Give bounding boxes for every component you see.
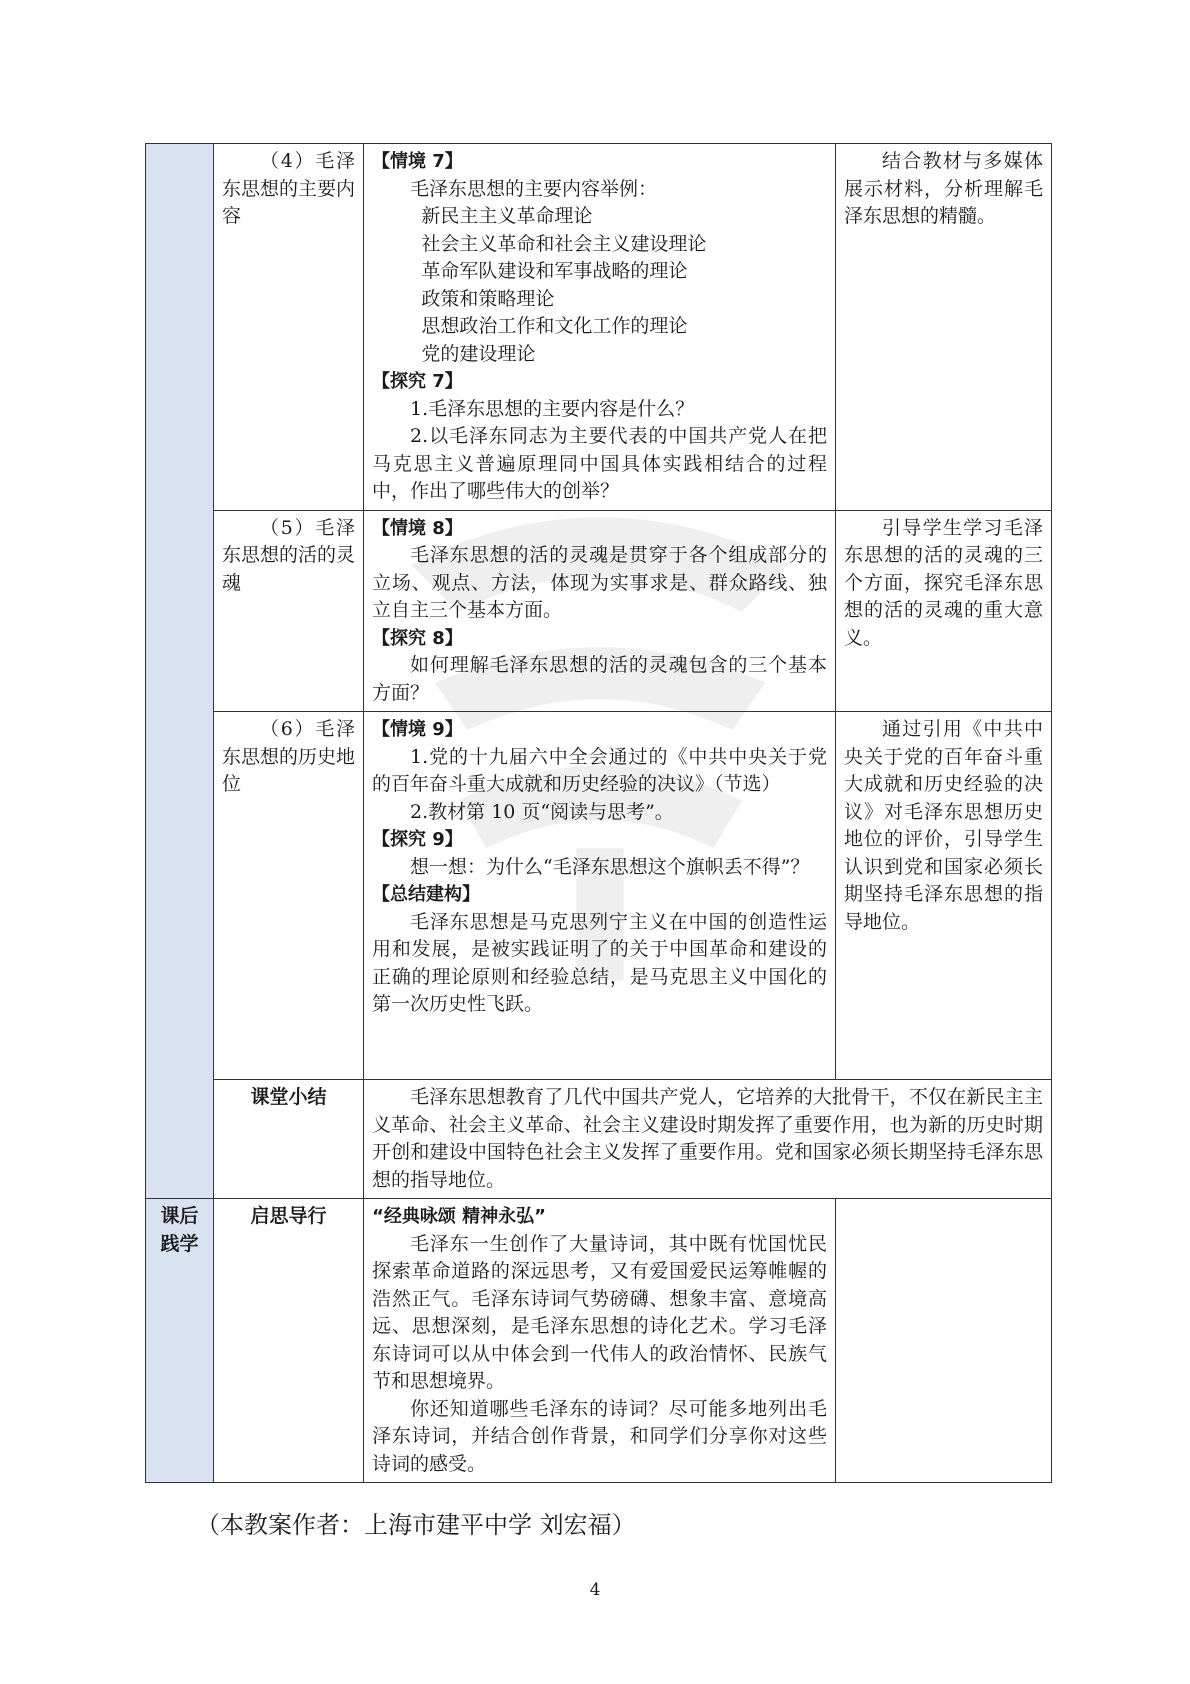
content-cell [364,712,836,1080]
content-line: 2.以毛泽东同志为主要代表的中国共产党人在把马克思主义普遍原理同中国具体实践相结合的过程中，作出了哪些伟大的创举？ [372,425,827,502]
content-line: 毛泽东思想的主要内容举例： [410,177,658,200]
content-line: 毛泽东思想的活的灵魂是贯穿于各个组成部分的立场、观点、方法，体现为实事求是、群众路线、独立自主三个基本方面。 [372,544,827,621]
guide-content-cell [364,1199,836,1483]
author-credit: （本教案作者：上海市建平中学 刘宏福） [196,1511,636,1539]
topic-cell [214,712,364,1080]
content-line: 1.毛泽东思想的主要内容是什么？ [410,397,695,420]
summary-label: 课堂小结 [214,1080,364,1199]
side-label-line: 践学 [160,1232,199,1255]
side-cell-blank [146,144,214,1199]
section-heading: 【探究 9】 [372,829,463,850]
topic-cell [214,510,364,712]
guide-title: “经典咏颂 精神永弘” [372,1206,546,1227]
section-heading: 【情境 9】 [372,719,463,740]
note-cell [836,712,1052,1080]
note-text: 结合教材与多媒体展示材料，分析理解毛泽东思想的精髓。 [844,150,1043,227]
list-item: 新民主主义革命理论 [421,205,593,227]
list-item: 思想政治工作和文化工作的理论 [421,315,688,337]
section-heading: 【探究 7】 [372,371,463,392]
topic-text: （4）毛泽东思想的主要内容 [222,150,356,227]
content-line: 1.党的十九届六中全会通过的《中共中央关于党的百年奋斗重大成就和历史经验的决议》（节选） [372,745,827,795]
guide-label: 启思导行 [214,1199,364,1483]
topic-text: （5）毛泽东思想的活的灵魂 [222,516,356,594]
page-number: 4 [589,1580,601,1600]
summary-row [146,1080,1052,1199]
note-cell [836,510,1052,712]
content-line: 如何理解毛泽东思想的活的灵魂包含的三个基本方面？ [372,654,827,704]
list-item: 革命军队建设和军事战略的理论 [421,260,688,282]
list-item: 政策和策略理论 [421,287,555,310]
content-cell [364,510,836,712]
section-heading: 【总结建构】 [372,884,480,905]
section-heading: 【探究 8】 [372,627,463,649]
note-text: 引导学生学习毛泽东思想的活的灵魂的三个方面，探究毛泽东思想的活的灵魂的重大意义。 [844,516,1043,649]
topic-text: （6）毛泽东思想的历史地位 [222,718,356,795]
section-heading: 【情境 7】 [372,151,463,172]
side-cell-after-class [146,1199,214,1483]
content-line: 毛泽东思想是马克思列宁主义在中国的创造性运用和发展，是被实践证明了的关于中国革命和建设的正确的理论原则和经验总结，是马克思主义中国化的第一次历史性飞跃。 [372,910,827,1015]
content-line: 想一想：为什么“毛泽东思想这个旗帜丢不得”？ [410,855,810,878]
content-cell [364,144,836,511]
side-label-line: 课后 [160,1205,199,1227]
summary-text: 毛泽东思想教育了几代中国共产党人，它培养的大批骨干，不仅在新民主主义革命、社会主义革命、社会主义建设时期发挥了重要作用，也为新的历史时期开创和建设中国特色社会主义发挥了重要作用。党和国家必须长期坚持毛泽东思想的指导地位。 [372,1086,1043,1191]
summary-text-cell [364,1080,1052,1199]
table-row [146,510,1052,712]
after-class-row [146,1199,1052,1483]
section-heading: 【情境 8】 [372,517,463,539]
note-text: 通过引用《中共中央关于党的百年奋斗重大成就和历史经验的决议》对毛泽东思想历史地位的评价，引导学生认识到党和国家必须长期坚持毛泽东思想的指导地位。 [844,718,1043,933]
guide-paragraph: 你还知道哪些毛泽东的诗词？尽可能多地列出毛泽东诗词，并结合创作背景，和同学们分享你对这些诗词的感受。 [372,1397,827,1475]
table-row [146,712,1052,1080]
content-line: 2.教材第 10 页“阅读与思考”。 [410,800,674,823]
guide-paragraph: 毛泽东一生创作了大量诗词，其中既有忧国忧民探索革命道路的深远思考，又有爱国爱民运筹帷幄的浩然正气。毛泽东诗词气势磅礴、想象丰富、意境高远、思想深刻，是毛泽东思想的诗化艺术。学习毛泽东诗词可以从中体会到一代伟人的政治情怀、民族气节和思想境界。 [372,1232,827,1392]
lesson-plan-table [145,143,1052,1483]
note-cell-empty [836,1199,1052,1483]
list-item: 党的建设理论 [421,342,536,365]
topic-cell [214,144,364,511]
table-row [146,144,1052,511]
note-cell [836,144,1052,511]
list-item: 社会主义革命和社会主义建设理论 [421,232,707,255]
